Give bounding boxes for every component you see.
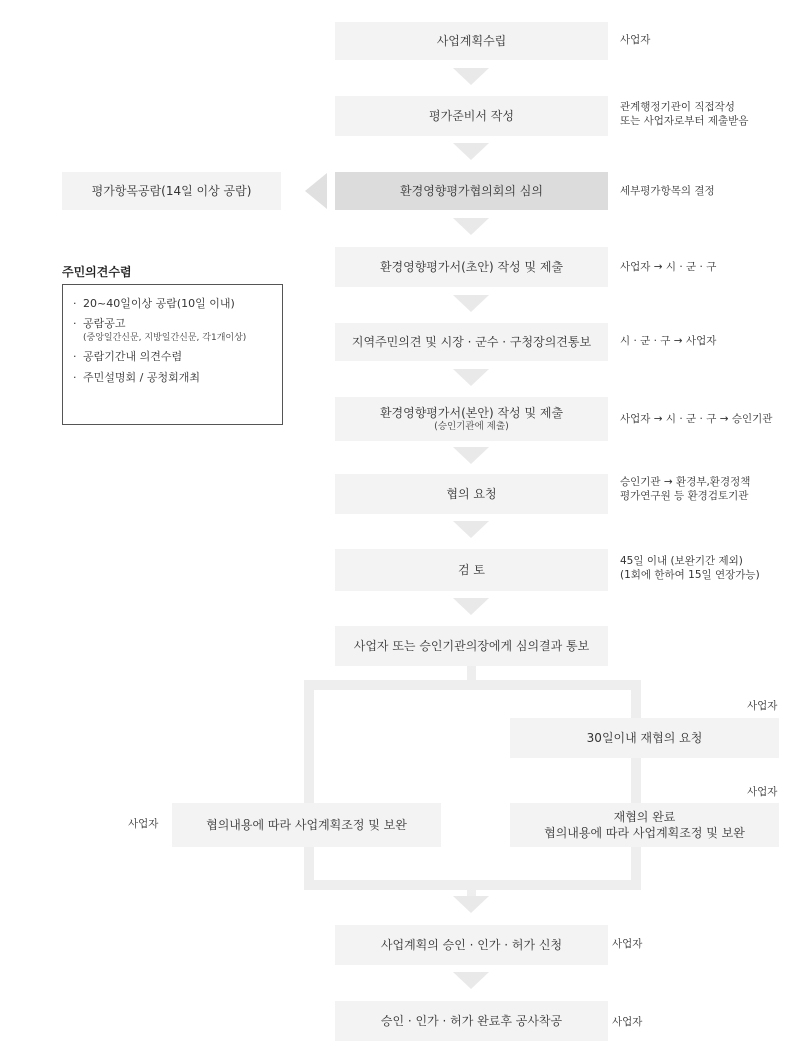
step-consultation-request <box>335 474 608 514</box>
step-note-line: 관계행정기관이 직접작성 <box>620 101 735 113</box>
step-review <box>335 549 608 591</box>
list-item-text: 공람기간내 의견수렴 <box>83 350 183 364</box>
residents-list <box>63 285 282 385</box>
step-label: 재협의 완료 <box>613 809 676 824</box>
step-label: 평가준비서 작성 <box>429 108 514 123</box>
step-resident-opinion <box>335 323 608 361</box>
step-note-line: 평가연구원 등 환경검토기관 <box>620 489 749 502</box>
list-item <box>73 350 282 364</box>
list-item <box>73 371 282 385</box>
step-note: 사업자 <box>612 1016 643 1028</box>
step-label: 사업자 또는 승인기관의장에게 심의결과 통보 <box>353 638 590 653</box>
step-preparation-doc <box>335 96 608 136</box>
step-reconsultation-complete <box>510 803 779 847</box>
step-note-line: (1회에 한하여 15일 연장가능) <box>620 568 760 581</box>
bullet: · <box>73 317 77 331</box>
step-label: 검 토 <box>458 562 485 577</box>
side-box-item-disclosure <box>62 172 281 210</box>
list-item-text: 주민설명회 / 공청회개최 <box>83 370 200 384</box>
step-note: 사업자 → 시 · 군 · 구 → 승인기관 <box>620 413 773 425</box>
step-label: 승인 · 인가 · 허가 완료후 공사착공 <box>380 1013 563 1028</box>
down-arrow-icon <box>453 896 489 913</box>
step-note: 사업자 <box>612 938 643 950</box>
step-reconsultation-request <box>510 718 779 758</box>
step-note: 시 · 군 · 구 → 사업자 <box>620 335 717 347</box>
connector-right <box>631 680 641 890</box>
step-label: 환경영향평가협의회의 심의 <box>400 183 543 198</box>
left-arrow-icon <box>305 173 327 209</box>
step-business-plan <box>335 22 608 60</box>
down-arrow-icon <box>453 369 489 386</box>
step-note: 세부평가항목의 결정 <box>620 185 715 197</box>
step-note: 사업자 → 시 · 군 · 구 <box>620 261 717 273</box>
step-label: 협의내용에 따라 사업계획조정 및 보완 <box>206 817 407 832</box>
step-note-line: 45일 이내 (보완기간 제외) <box>620 555 743 567</box>
bullet: · <box>73 297 77 310</box>
step-note-line: 또는 사업자로부터 제출받음 <box>620 114 749 127</box>
step-note-line: 승인기관 → 환경부,환경정책 <box>620 476 751 488</box>
branch-note: 사업자 <box>128 818 159 830</box>
step-draft-submission <box>335 247 608 287</box>
step-note: 사업자 <box>620 34 651 46</box>
step-note <box>620 101 748 128</box>
step-approval-application <box>335 925 608 965</box>
connector-bottom <box>304 880 641 890</box>
step-label-line2: 협의내용에 따라 사업계획조정 및 보완 <box>544 826 745 840</box>
branch-note: 사업자 <box>747 786 778 798</box>
branch-note: 사업자 <box>747 700 778 712</box>
step-label: 사업계획수립 <box>436 33 507 48</box>
residents-panel <box>62 284 283 425</box>
step-final-submission <box>335 397 608 441</box>
step-label: 환경영향평가서(본안) 작성 및 제출 <box>379 405 564 420</box>
step-note <box>620 476 750 503</box>
list-item-text: 20~40일이상 공람(10일 이내) <box>83 297 235 310</box>
down-arrow-icon <box>453 143 489 160</box>
connector-top <box>304 680 641 690</box>
bullet: · <box>73 350 77 364</box>
bullet: · <box>73 370 77 384</box>
residents-panel-title: 주민의견수렴 <box>62 265 132 279</box>
step-construction-start <box>335 1001 608 1041</box>
step-label: 사업계획의 승인 · 인가 · 허가 신청 <box>380 937 563 952</box>
step-note <box>620 555 760 582</box>
down-arrow-icon <box>453 972 489 989</box>
step-label: 지역주민의견 및 시장 · 군수 · 구청장의견통보 <box>351 334 592 349</box>
down-arrow-icon <box>453 295 489 312</box>
down-arrow-icon <box>453 218 489 235</box>
step-plan-adjustment <box>172 803 441 847</box>
step-label: 협의 요청 <box>446 486 497 501</box>
step-label: 환경영향평가서(초안) 작성 및 제출 <box>379 259 564 274</box>
down-arrow-icon <box>453 447 489 464</box>
list-item <box>73 297 282 311</box>
step-council-review <box>335 172 608 210</box>
list-item <box>73 317 282 344</box>
connector-stem <box>467 666 476 681</box>
list-item-note: (중앙일간신문, 지방일간신문, 각1개이상) <box>83 332 247 343</box>
step-result-notice <box>335 626 608 666</box>
side-box-label: 평가항목공람(14일 이상 공람) <box>91 183 252 198</box>
step-sublabel: (승인기관에 제출) <box>434 420 509 432</box>
down-arrow-icon <box>453 68 489 85</box>
down-arrow-icon <box>453 521 489 538</box>
step-label: 30일이내 재협의 요청 <box>586 730 703 745</box>
connector-left <box>304 680 314 890</box>
down-arrow-icon <box>453 598 489 615</box>
list-item-text: 공람공고 <box>83 317 126 331</box>
